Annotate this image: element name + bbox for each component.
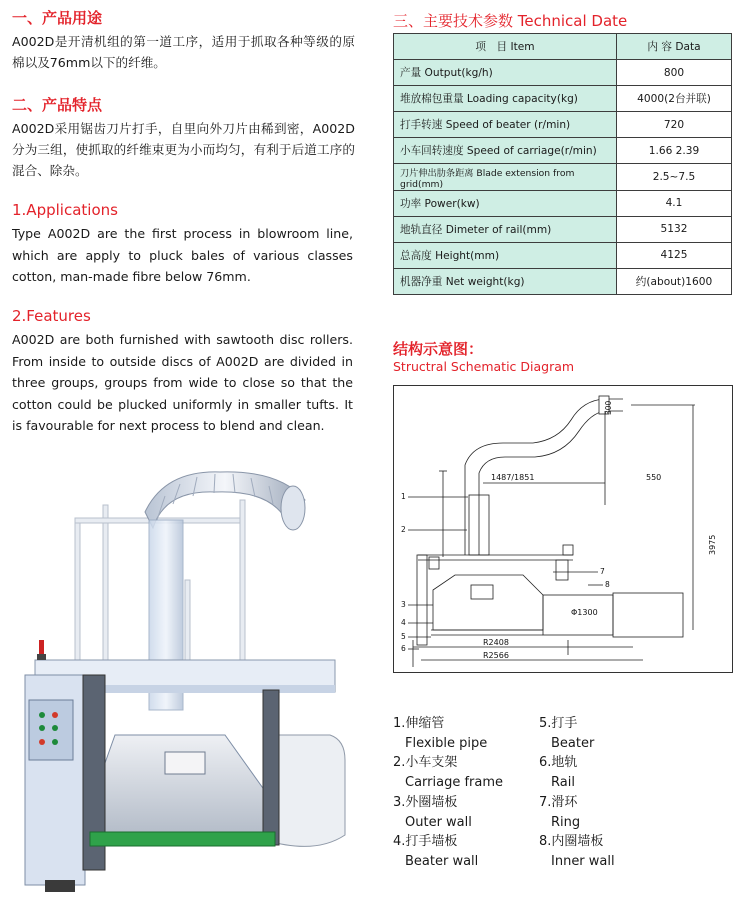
legend-cn: 1.伸缩管 (393, 716, 445, 731)
table-row (394, 216, 732, 242)
schematic-diagram (393, 385, 733, 673)
table-cell-value: 5132 (617, 216, 732, 242)
table-cell-value: 1.66 2.39 (617, 138, 732, 164)
table-header-data: 内 容 Data (617, 34, 732, 60)
dim-phi1300: Φ1300 (571, 608, 598, 617)
callout-2: 2 (401, 525, 406, 534)
callout-6: 6 (401, 644, 406, 653)
legend-cn: 3.外圈墙板 (393, 794, 458, 810)
table-cell-item: 刀片伸出肋条距离 Blade extension from grid(mm) (394, 164, 617, 190)
callout-5: 5 (401, 632, 406, 641)
table-cell-value: 800 (617, 60, 732, 86)
table-cell-item: 总高度 Height(mm) (394, 242, 617, 268)
table-header-item: 项 目 Item (394, 34, 617, 60)
table-row (394, 268, 732, 294)
table-row (394, 242, 732, 268)
table-cell-item: 打手转速 Speed of beater (r/min) (394, 112, 617, 138)
table-header-row (394, 34, 732, 60)
applications-text: Type A002D are the first process in blowroom line, which are apply to pluck bales of various classes cotton, man-made fibre below 76mm. (12, 226, 353, 284)
table-cell-value: 4.1 (617, 190, 732, 216)
table-cell-value: 720 (617, 112, 732, 138)
table-cell-item: 小车回转速度 Speed of carriage(r/min) (394, 138, 617, 164)
table-cell-item: 堆放棉包重量 Loading capacity(kg) (394, 86, 617, 112)
dim-3975: 3975 (708, 534, 717, 555)
features-cn-text: A002D采用锯齿刀片打手，自里向外刀片由稀到密，A002D分为三组，使抓取的纤维束更为小而均匀，有利于后道工序的混合、除杂。 (12, 121, 355, 178)
legend-cn: 7.滑环 (539, 794, 578, 810)
diagram-title-cn: 结构示意图： (393, 340, 484, 358)
table-cell-item: 功率 Power(kw) (394, 190, 617, 216)
legend-en: Inner wall (551, 853, 615, 869)
features-text: A002D are both furnished with sawtooth disc rollers. From inside to outside discs of A002D are divided in three groups, groups from wide to close so that the cotton could be plucked uniformly in smaller tufts. It is favourable for next process to blend and clean. (12, 332, 353, 433)
table-cell-item: 机器净重 Net weight(kg) (394, 268, 617, 294)
callout-3: 3 (401, 600, 406, 609)
legend-cn: 8.内圈墙板 (539, 834, 604, 850)
usage-text: A002D是开清机组的第一道工序，适用于抓取各种等级的原棉以及76mm以下的纤维。 (12, 34, 355, 70)
dim-r2566: R2566 (483, 651, 509, 660)
section-title-features: 2.Features (12, 307, 91, 325)
callout-7: 7 (600, 567, 605, 576)
spec-table (393, 33, 732, 295)
legend-en: Flexible pipe (405, 735, 488, 751)
table-cell-value: 2.5~7.5 (617, 164, 732, 190)
table-row (394, 190, 732, 216)
legend-en: Beater (551, 735, 595, 751)
table-cell-item: 产量 Output(kg/h) (394, 60, 617, 86)
table-row (394, 138, 732, 164)
legend-cn: 6.地轨 (539, 755, 578, 771)
callout-1: 1 (401, 492, 406, 501)
legend-cn: 5.打手 (539, 716, 578, 731)
table-cell-value: 约(about)1600 (617, 268, 732, 294)
table-cell-value: 4000(2台并联) (617, 86, 732, 112)
legend-col-2 (539, 714, 699, 872)
section-title-usage: 一、产品用途 (12, 9, 103, 27)
table-title: 三、主要技术参数 Technical Date (393, 12, 628, 30)
callout-8: 8 (605, 580, 610, 589)
legend-col-1 (393, 714, 533, 872)
table-cell-value: 4125 (617, 242, 732, 268)
legend-cn: 4.打手墙板 (393, 834, 458, 850)
legend-en: Ring (551, 814, 581, 830)
diagram-title-en: Structral Schematic Diagram (393, 359, 575, 374)
dim-300: 300 (604, 400, 613, 415)
dim-1487: 1487/1851 (491, 473, 535, 482)
table-row (394, 60, 732, 86)
section-title-features-cn: 二、产品特点 (12, 96, 103, 114)
legend-cn: 2.小车支架 (393, 755, 458, 771)
table-row (394, 112, 732, 138)
dim-r2408: R2408 (483, 638, 509, 647)
callout-4: 4 (401, 618, 406, 627)
table-cell-item: 地轨直径 Dimeter of rail(mm) (394, 216, 617, 242)
dim-550: 550 (646, 473, 662, 482)
table-row (394, 86, 732, 112)
section-title-applications: 1.Applications (12, 201, 118, 219)
legend-en: Carriage frame (405, 775, 504, 791)
legend-en: Outer wall (405, 814, 472, 830)
table-row (394, 164, 732, 190)
legend-en: Beater wall (405, 853, 479, 869)
legend-en: Rail (551, 775, 575, 791)
machine-photo (15, 460, 355, 900)
